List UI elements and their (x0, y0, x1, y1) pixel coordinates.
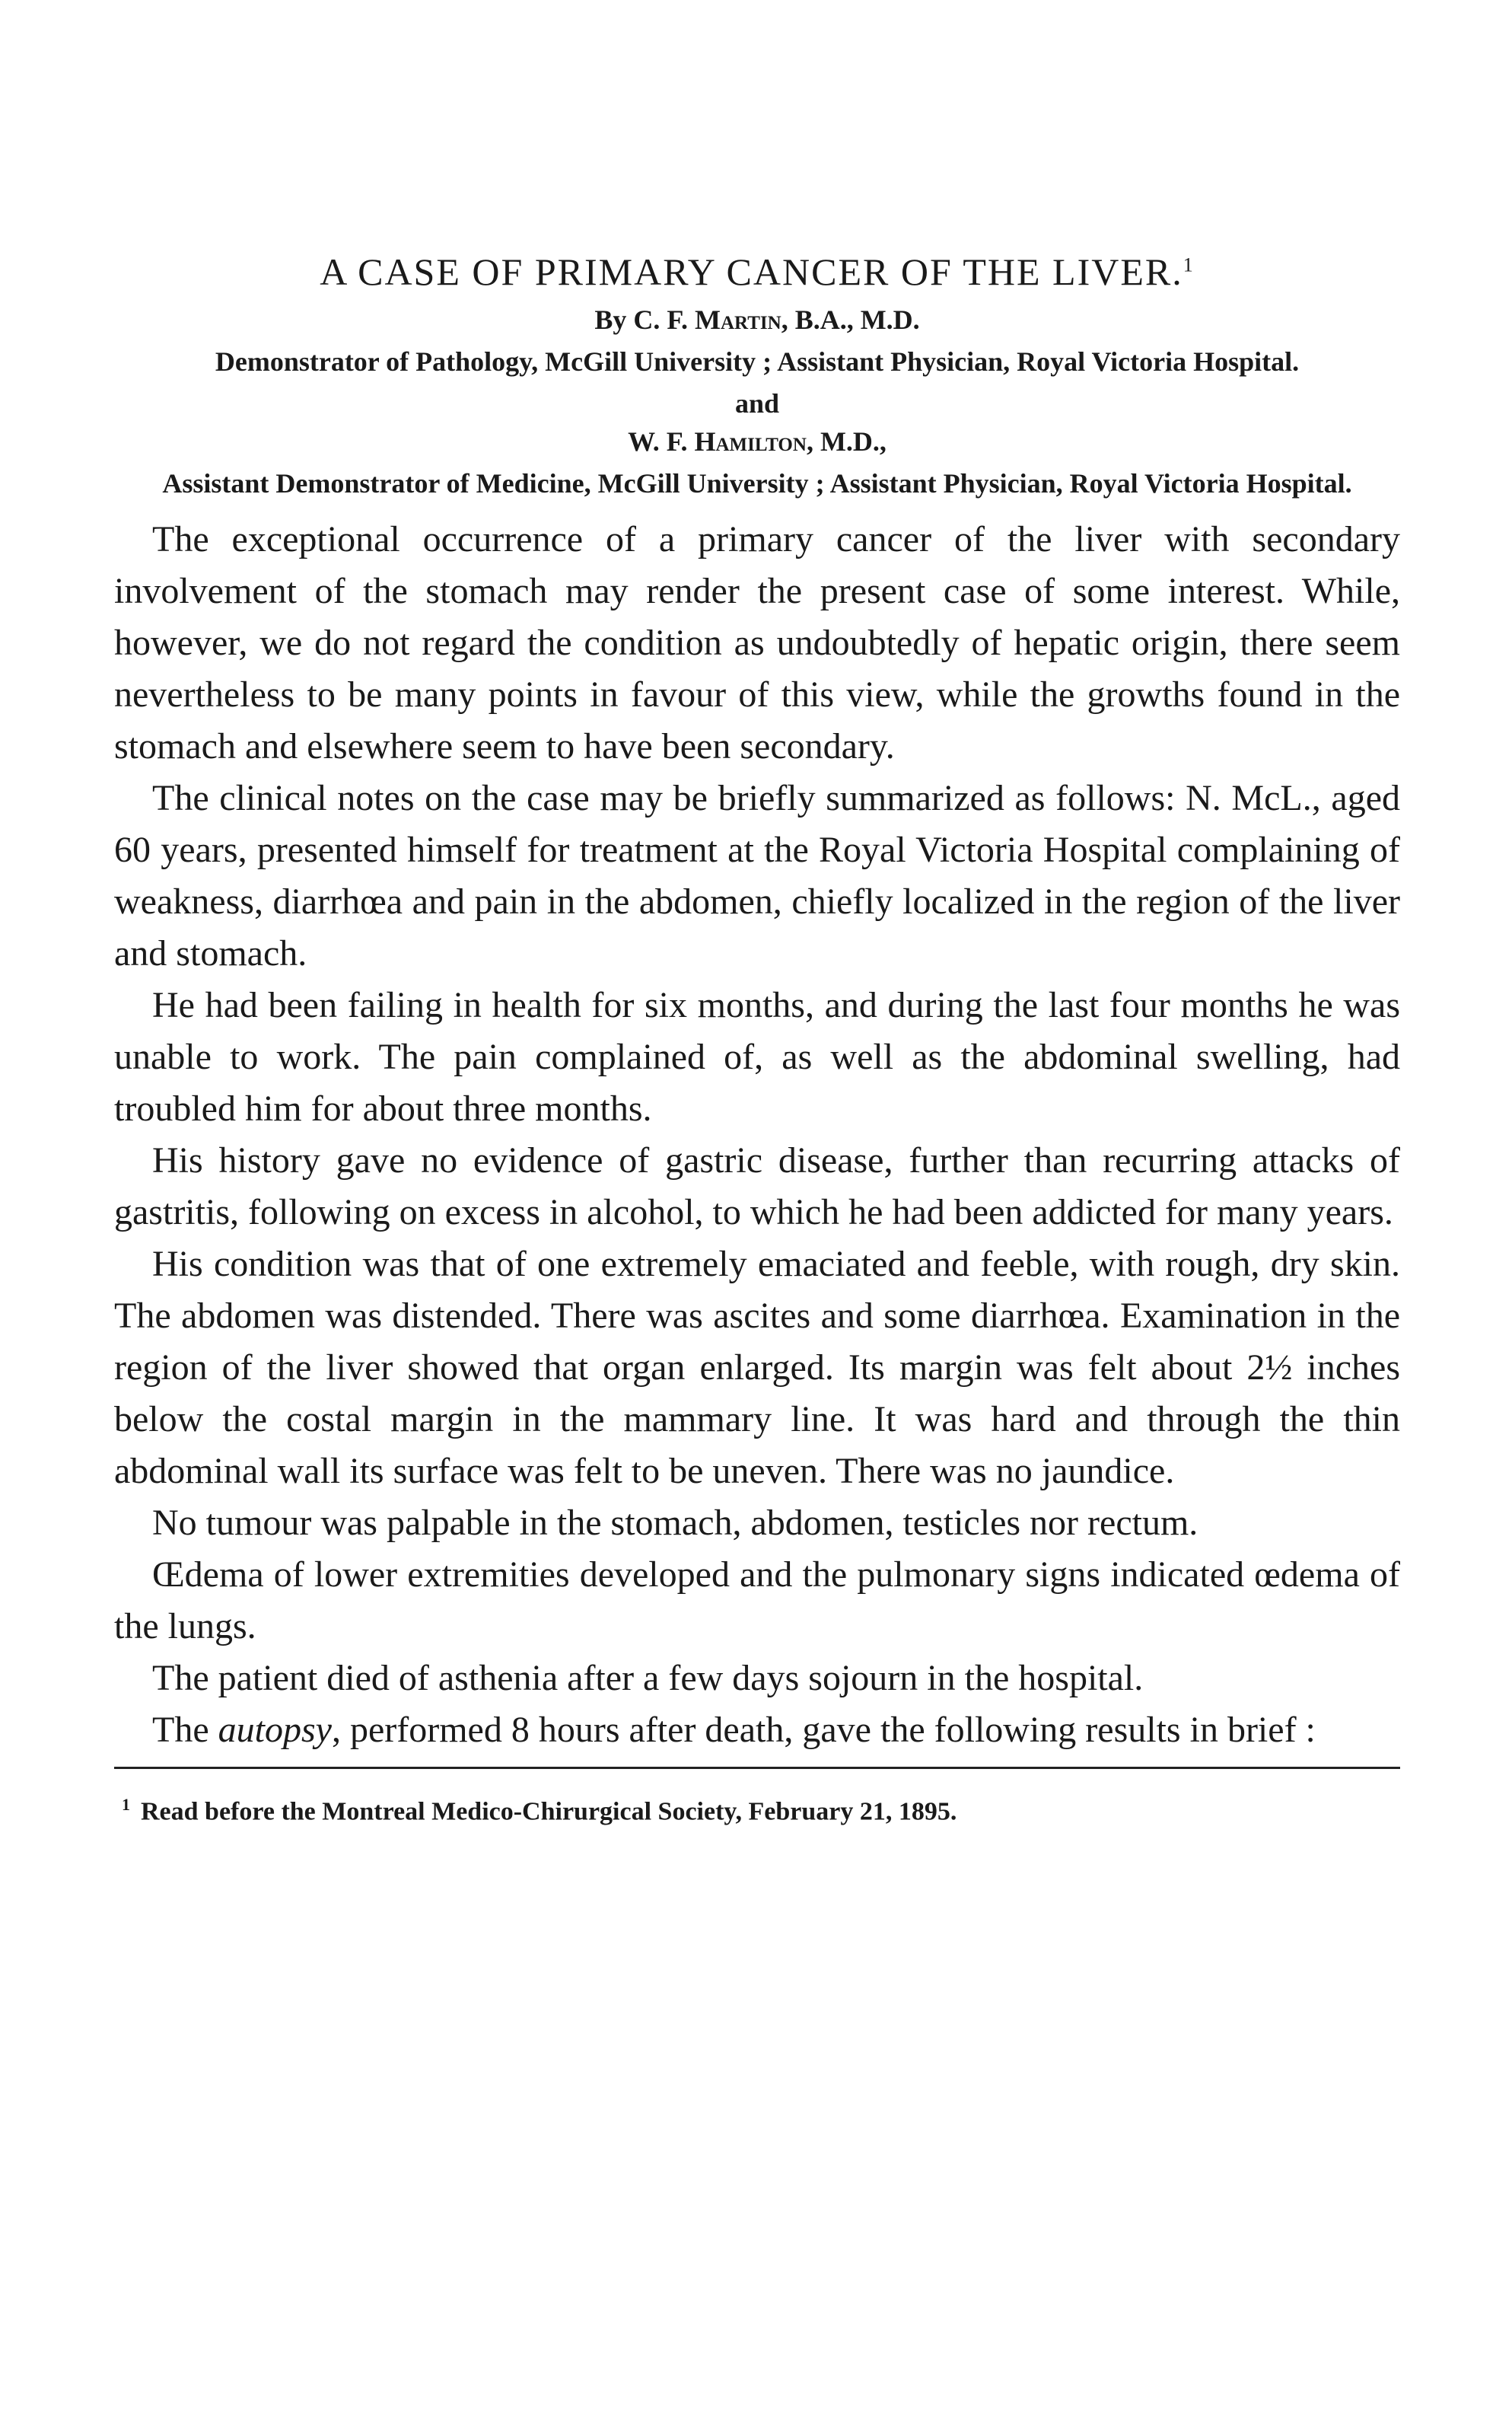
author1-byline (114, 304, 1400, 336)
author1-suffix: , B.A., M.D. (781, 304, 920, 335)
footnote-divider (114, 1767, 1400, 1769)
paragraph-4: His history gave no evidence of gastric disease, further than recurring attacks of gastritis, following on excess in alcohol, to which he had been addicted for many years. (114, 1140, 1400, 1233)
title-footnote-mark: 1 (1183, 253, 1195, 276)
paragraph-1: The exceptional occurrence of a primary cancer of the liver with secondary involvement of the stomach may render the present case of some interest. While, however, we do not regard the condition as undoubtedly of hepatic origin, there seem nevertheless to be many points in favour of this view, while the growths found in the stomach and elsewhere seem to have been secondary. (114, 519, 1400, 767)
paragraph-9-lead: The (152, 1710, 218, 1751)
article-body (114, 514, 1400, 1756)
author1-prefix: By (594, 304, 627, 335)
author2-affiliation: Assistant Demonstrator of Medicine, McGill University ; Assistant Physician, Royal Victoria Hospital. (162, 468, 1352, 499)
author2-byline (114, 426, 1400, 457)
author1-name: C. F. Martin (633, 304, 781, 335)
footnote-mark: 1 (122, 1795, 130, 1815)
author2-suffix: , M.D., (806, 426, 887, 457)
paragraph-8: The patient died of asthenia after a few days sojourn in the hospital. (152, 1658, 1144, 1699)
article-title (114, 251, 1400, 293)
paragraph-5: His condition was that of one extremely emaciated and feeble, with rough, dry skin. The abdomen was distended. There was ascites and some diarrhœa. Examination in the region of the liver showed that organ enlarged. Its margin was felt about 2½ inches below the costal margin in the mammary line. It was hard and through the thin abdominal wall its surface was felt to be uneven. There was no jaundice. (114, 1244, 1400, 1492)
article-title-text: A CASE OF PRIMARY CANCER OF THE LIVER. (320, 250, 1183, 293)
paragraph-9-italic: autopsy (218, 1710, 332, 1751)
paragraph-9 (114, 1704, 1400, 1756)
author-conjunction: and (734, 388, 780, 419)
paragraph-2: The clinical notes on the case may be briefly summarized as follows: N. McL., aged 60 years, presented himself for treatment at the Royal Victoria Hospital complaining of weakness, diarrhœa and pain in the abdomen, chiefly localized in the region of the liver and stomach. (114, 778, 1400, 974)
footnote (114, 1795, 1400, 1826)
paragraph-6: No tumour was palpable in the stomach, abdomen, testicles nor rectum. (152, 1503, 1198, 1544)
page (114, 251, 1400, 1853)
footnote-text: Read before the Montreal Medico-Chirurgical Society, February 21, 1895. (141, 1797, 957, 1826)
paragraph-3: He had been failing in health for six months, and during the last four months he was unable to work. The pain complained of, as well as the abdominal swelling, had troubled him for about three months. (114, 985, 1400, 1130)
paragraph-9-rest: , performed 8 hours after death, gave the following results in brief : (331, 1710, 1316, 1751)
author2-name: W. F. Hamilton (628, 426, 807, 457)
author1-affiliation: Demonstrator of Pathology, McGill University ; Assistant Physician, Royal Victoria Hospital. (215, 346, 1300, 377)
paragraph-7: Œdema of lower extremities developed and the pulmonary signs indicated œdema of the lungs. (114, 1554, 1400, 1647)
